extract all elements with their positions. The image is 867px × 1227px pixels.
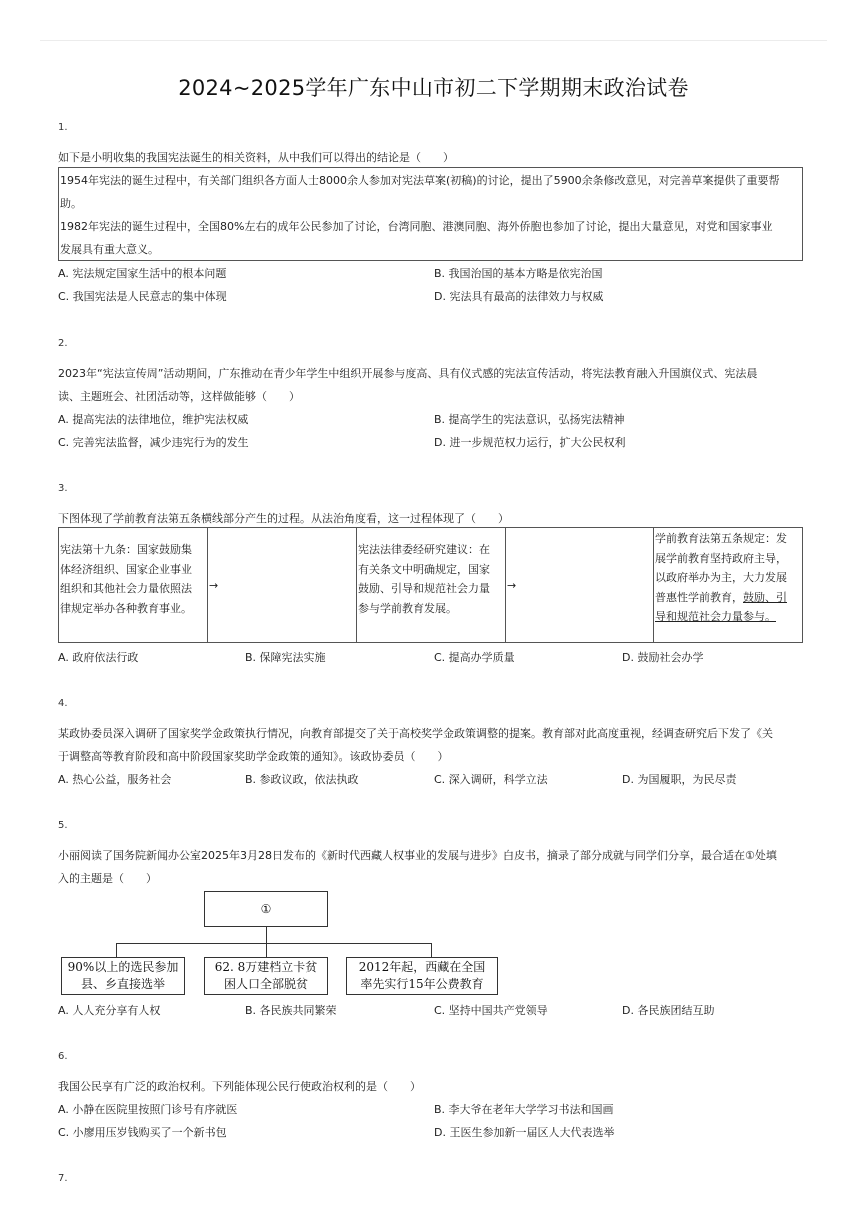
question-3-option-d[interactable]: D. 鼓励社会办学 [622,651,704,664]
cell-line: 有关条文中明确规定，国家 [358,562,490,576]
header-divider [40,40,827,41]
question-1-option-d[interactable]: D. 宪法具有最高的法律效力与权威 [434,290,604,303]
question-4-stem-line: 于调整高等教育阶段和高中阶段国家奖助学金政策的通知》。该政协委员（ ） [58,750,449,763]
diagram-text: 困人口全部脱贫 [223,977,308,991]
underlined-text: 导和规范社会力量参与。 [655,610,776,623]
question-6-option-c[interactable]: C. 小廖用压岁钱购买了一个新书包 [58,1126,227,1139]
material-line: 发展具有重大意义。 [60,243,159,256]
underlined-text: 鼓励、引 [743,590,787,604]
diagram-text: 县、乡直接选举 [80,977,165,991]
question-3-stem: 下图体现了学前教育法第五条横线部分产生的过程。从法治角度看，这一过程体现了（ ） [58,512,509,525]
question-1-option-b[interactable]: B. 我国治国的基本方略是依宪治国 [434,267,603,280]
cell-line: 学前教育法第五条规定：发 [655,532,787,545]
question-6-option-d[interactable]: D. 王医生参加新一届区人大代表选举 [434,1126,615,1139]
question-2-stem-line: 2023年“宪法宣传周”活动期间，广东推动在青少年学生中组织开展参与度高、具有仪式感的宪法宣传活动，将宪法教育融入升国旗仪式、宪法晨 [58,367,758,380]
table-cell-arrow [506,528,654,642]
diagram-text: 率先实行15年公费教育 [360,977,484,991]
table-cell-committee-suggestion [357,528,506,642]
question-3-number: 3. [58,483,68,494]
right-arrow-icon: → [507,579,517,592]
question-2-stem-line: 读、主题班会、社团活动等，这样做能够（ ） [58,390,300,403]
question-5-stem-line: 小丽阅读了国务院新闻办公室2025年3月28日发布的《新时代西藏人权事业的发展与进步》白皮书，摘录了部分成就与同学们分享，最合适在①处填 [58,849,777,862]
question-7-number: 7. [58,1173,68,1184]
cell-line: 体经济组织、国家企业事业 [60,562,192,576]
question-6-option-a[interactable]: A. 小静在医院里按照门诊号有序就医 [58,1103,238,1116]
diagram-top-box: ① [204,891,328,927]
right-arrow-icon: → [209,579,219,592]
diagram-achievement-box [61,957,185,995]
question-2-option-c[interactable]: C. 完善宪法监督，减少违宪行为的发生 [58,436,249,449]
question-1-material-box [58,167,803,261]
question-5-number: 5. [58,820,68,831]
cell-line [655,588,802,608]
cell-line: 鼓励、引导和规范社会力量 [358,582,490,595]
diagram-connector [431,943,432,957]
question-4-number: 4. [58,698,68,709]
material-line: 1954年宪法的诞生过程中，有关部门组织各方面人士8000余人参加对宪法草案(初稿)的讨论，提出了5900余条修改意见，对完善草案提供了重要帮 [60,174,780,187]
question-6-option-b[interactable]: B. 李大爷在老年大学学习书法和国画 [434,1103,614,1116]
cell-line: 组织和其他社会力量依照法 [60,582,192,595]
question-3-process-table [58,527,803,643]
diagram-achievement-box [346,957,498,995]
diagram-connector [266,927,267,943]
cell-line: 参与学前教育发展。 [358,601,457,615]
question-2-option-a[interactable]: A. 提高宪法的法律地位，维护宪法权威 [58,413,249,426]
question-5-option-c[interactable]: C. 坚持中国共产党领导 [434,1004,548,1017]
diagram-connector [116,943,432,944]
question-5-option-b[interactable]: B. 各民族共同繁荣 [245,1004,337,1017]
question-2-option-d[interactable]: D. 进一步规范权力运行，扩大公民权利 [434,436,626,449]
question-1-option-c[interactable]: C. 我国宪法是人民意志的集中体现 [58,290,227,303]
question-5-stem-line: 入的主题是（ ） [58,872,157,885]
question-6-stem: 我国公民享有广泛的政治权利。下列能体现公民行使政治权利的是（ ） [58,1080,421,1093]
question-5-option-d[interactable]: D. 各民族团结互助 [622,1004,715,1017]
diagram-connector [116,943,117,957]
question-4-option-b[interactable]: B. 参政议政，依法执政 [245,773,359,786]
question-6-number: 6. [58,1051,68,1062]
question-1-option-a[interactable]: A. 宪法规定国家生活中的根本问题 [58,267,227,280]
question-3-option-b[interactable]: B. 保障宪法实施 [245,651,326,664]
question-1-number: 1. [58,122,68,133]
diagram-achievement-box [204,957,328,995]
cell-line: 以政府举办为主，大力发展 [655,571,787,584]
question-2-option-b[interactable]: B. 提高学生的宪法意识，弘扬宪法精神 [434,413,625,426]
material-line: 1982年宪法的诞生过程中，全国80%左右的成年公民参加了讨论，台湾同胞、港澳同胞、海外侨胞也参加了讨论，提出大量意见，对党和国家事业 [60,220,773,233]
cell-line: 展学前教育坚持政府主导， [655,551,787,565]
cell-text: 普惠性学前教育， [655,590,743,604]
material-line: 助。 [60,197,82,210]
question-3-option-c[interactable]: C. 提高办学质量 [434,651,515,664]
cell-line: 律规定举办各种教育事业。 [60,601,192,615]
question-4-option-d[interactable]: D. 为国履职，为民尽责 [622,773,737,786]
question-4-option-c[interactable]: C. 深入调研，科学立法 [434,773,548,786]
diagram-text: 2012年起，西藏在全国 [358,960,486,974]
diagram-text: 62. 8万建档立卡贫 [214,960,318,974]
diagram-connector [266,943,267,957]
question-3-option-a[interactable]: A. 政府依法行政 [58,651,139,664]
question-1-stem: 如下是小明收集的我国宪法诞生的相关资料，从中我们可以得出的结论是（ ） [58,151,454,164]
table-cell-constitution [59,528,208,642]
table-cell-preschool-law [654,528,802,642]
question-5-option-a[interactable]: A. 人人充分享有人权 [58,1004,161,1017]
question-4-stem-line: 某政协委员深入调研了国家奖学金政策执行情况，向教育部提交了关于高校奖学金政策调整的提案。教育部对此高度重视，经调查研究后下发了《关 [58,727,773,740]
cell-line: 宪法法律委经研究建议：在 [358,543,490,556]
page-title: 2024~2025学年广东中山市初二下学期期末政治试卷 [178,76,689,100]
cell-line: 宪法第十九条：国家鼓励集 [60,543,192,556]
question-2-number: 2. [58,338,68,349]
table-cell-arrow [208,528,357,642]
question-4-option-a[interactable]: A. 热心公益，服务社会 [58,773,172,786]
diagram-text: 90%以上的选民参加 [67,960,179,974]
